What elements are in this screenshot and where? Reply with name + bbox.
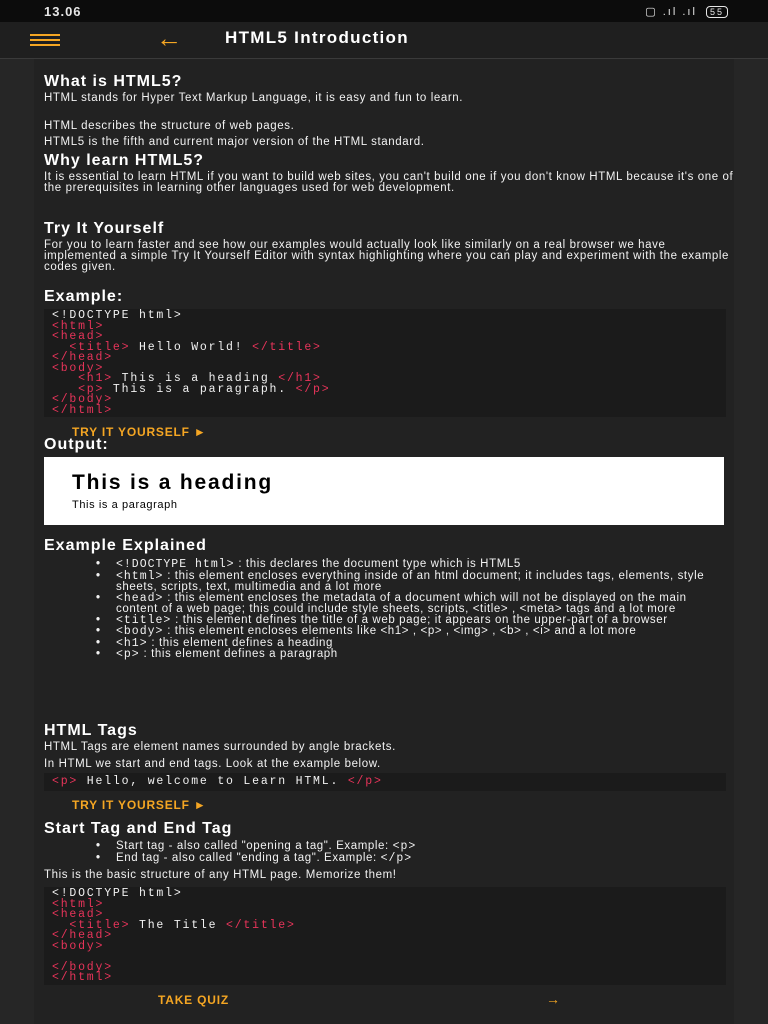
- list-item: • <body> : this element encloses elements like <h1> , <p> , <img> , <b> , <i> and a lot more: [96, 626, 726, 638]
- arrow-right-icon[interactable]: →: [546, 991, 560, 1007]
- explained-list: [96, 559, 726, 661]
- heading-html-tags: HTML Tags: [44, 722, 138, 739]
- code-block-example: [44, 309, 726, 417]
- code-line: <head>: [52, 908, 105, 921]
- code-line: <!DOCTYPE html>: [52, 309, 183, 322]
- take-quiz-button[interactable]: TAKE QUIZ: [158, 993, 229, 1007]
- status-icons: [645, 5, 728, 18]
- status-bar: [0, 0, 768, 22]
- code-block-tags: [44, 773, 726, 791]
- code-line: <title> Hello World! </title>: [52, 340, 322, 354]
- heading-what-is: What is HTML5?: [44, 73, 183, 90]
- code-line: <p> This is a paragraph. </p>: [52, 382, 331, 396]
- start-end-list: [96, 841, 726, 864]
- paragraph: HTML Tags are element names surrounded by angle brackets.: [44, 741, 396, 753]
- code-line: </head>: [52, 351, 113, 364]
- list-item: • <title> : this element defines the title of a web page; it appears on the upper-part of a browser: [96, 615, 726, 627]
- paragraph: HTML describes the structure of web pages.: [44, 120, 295, 132]
- code-line: <!DOCTYPE html>: [52, 887, 183, 900]
- signal-icon: ▢ .ıl .ıl: [645, 6, 697, 18]
- hamburger-icon[interactable]: [30, 31, 60, 49]
- code-line: <h1> This is a heading </h1>: [52, 372, 322, 385]
- heading-output: Output:: [44, 436, 109, 453]
- heading-why-learn: Why learn HTML5?: [44, 152, 205, 169]
- code-line: </html>: [52, 971, 113, 984]
- code-line: <p> Hello, welcome to Learn HTML. </p>: [52, 775, 383, 788]
- try-it-yourself-button-2[interactable]: TRY IT YOURSELF ►: [72, 798, 207, 812]
- app-bar: [0, 22, 768, 59]
- code-line: </html>: [52, 403, 113, 417]
- heading-example: Example:: [44, 288, 124, 305]
- code-line: </body>: [52, 960, 113, 974]
- battery-icon: 55: [706, 6, 728, 18]
- code-line: <body>: [52, 361, 105, 375]
- paragraph: HTML5 is the fifth and current major version of the HTML standard.: [44, 136, 425, 148]
- code-line: <head>: [52, 330, 105, 343]
- try-it-yourself-button[interactable]: TRY IT YOURSELF ►: [72, 425, 207, 439]
- list-item: • End tag - also called "ending a tag". Example: </p>: [96, 853, 726, 865]
- code-line: <body>: [52, 939, 105, 953]
- arrow-left-icon[interactable]: ←: [156, 23, 182, 53]
- heading-example-explained: Example Explained: [44, 537, 207, 554]
- status-time: 13.06: [44, 4, 82, 19]
- list-item: • <head> : this element encloses the metadata of a document which will not be displayed on the main content of a web page; this could include style sheets, scripts, <title> , <meta> tags and a lot more: [96, 593, 726, 615]
- output-paragraph: This is a paragraph: [72, 499, 178, 511]
- code-line: </head>: [52, 929, 113, 942]
- content-area: [0, 59, 768, 1024]
- page-title: HTML5 Introduction: [225, 28, 409, 47]
- list-item: • <!DOCTYPE html> : this declares the document type which is HTML5: [96, 559, 726, 571]
- code-line: </body>: [52, 393, 113, 406]
- paragraph: For you to learn faster and see how our examples would actually look like similarly on a real browser we have implemented a simple Try It Yourself Editor with syntax highlighting where you can play and experiment with the example codes given.: [44, 239, 730, 273]
- output-preview: [44, 457, 724, 525]
- heading-start-end-tag: Start Tag and End Tag: [44, 820, 233, 837]
- paragraph: It is essential to learn HTML if you want to build web sites, you can't build one if you don't know HTML because it's one of the prerequisites in learning other languages used for web development.: [44, 171, 734, 194]
- code-block-structure: [44, 887, 726, 985]
- code-line: <title> The Title </title>: [52, 918, 296, 932]
- code-line: <html>: [52, 319, 105, 333]
- list-item: • <h1> : this element defines a heading: [96, 638, 726, 650]
- paragraph: This is the basic structure of any HTML page. Memorize them!: [44, 869, 397, 881]
- heading-try-it: Try It Yourself: [44, 220, 165, 237]
- list-item: • <html> : this element encloses everything inside of an html document; it includes tags, elements, style sheets, scripts, text, multimedia and a lot more: [96, 571, 726, 593]
- output-heading: This is a heading: [72, 471, 273, 494]
- list-item: • <p> : this element defines a paragraph: [96, 649, 726, 661]
- paragraph: HTML stands for Hyper Text Markup Language, it is easy and fun to learn.: [44, 92, 464, 104]
- list-item: • Start tag - also called "opening a tag". Example: <p>: [96, 841, 726, 853]
- code-line: <html>: [52, 897, 105, 911]
- paragraph: In HTML we start and end tags. Look at the example below.: [44, 758, 381, 770]
